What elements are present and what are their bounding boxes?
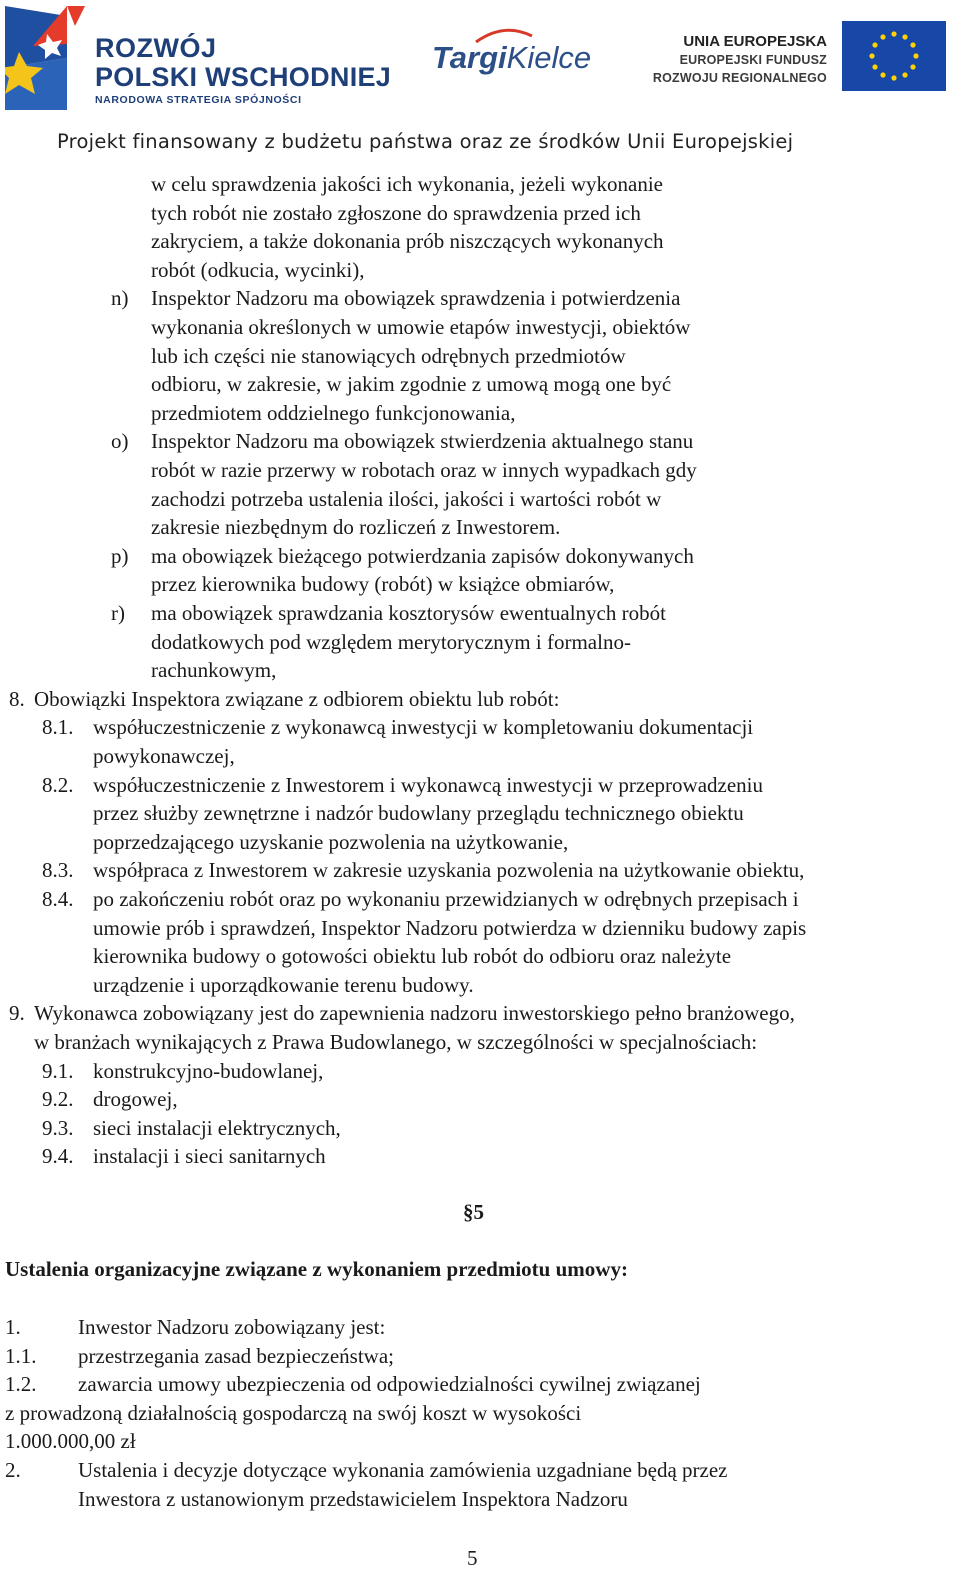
text-line: przez kierownika budowy (robót) w książce obmiarów, (151, 572, 615, 597)
page-number: 5 (467, 1546, 478, 1570)
text-line: zakresie niezbędnym do rozliczeń z Inwestorem. (151, 515, 561, 540)
text-line: robót (odkucia, wycinki), (151, 257, 365, 282)
text-line: ma obowiązek bieżącego potwierdzania zapisów dokonywanych (151, 543, 694, 568)
list-marker: 9.3. (42, 1115, 74, 1140)
star-arrows-logo-icon (5, 6, 85, 110)
text-line: przez służby zewnętrzne i nadzór budowlany przeglądu technicznego obiektu (93, 801, 744, 826)
text-line: poprzedzającego uzyskanie pozwolenia na użytkowanie, (93, 829, 569, 854)
eu-line2: EUROPEJSKI FUNDUSZ (679, 53, 827, 67)
list-marker: 1.2. (5, 1372, 37, 1397)
text-line: ma obowiązek sprawdzania kosztorysów ewentualnych robót (151, 601, 666, 625)
list-marker: 8.1. (42, 715, 74, 740)
text-line: kierownika budowy o gotowości obiektu lub robót do odbioru oraz należyte (93, 944, 732, 969)
text-line: rachunkowym, (151, 658, 277, 683)
rpw-logo-text (95, 34, 391, 108)
list-marker: n) (111, 286, 129, 311)
text-line: tych robót nie zostało zgłoszone do sprawdzenia przed ich (151, 200, 641, 225)
text-line: współpraca z Inwestorem w zakresie uzyskania pozwolenia na użytkowanie obiektu, (93, 858, 805, 883)
list-marker: 8.4. (42, 887, 74, 911)
targi-kielce-logo (432, 40, 591, 76)
text-line: Inspektor Nadzoru ma obowiązek sprawdzenia i potwierdzenia (151, 286, 681, 311)
list-marker: 2. (5, 1458, 21, 1482)
eu-line1: UNIA EUROPEJSKA (683, 33, 827, 50)
text-line: powykonawczej, (93, 744, 235, 768)
text-line: zachodzi potrzeba ustalenia ilości, jakości i wartości robót w (151, 486, 662, 511)
text-line: wykonania określonych w umowie etapów inwestycji, obiektów (151, 315, 691, 339)
list-marker: 8.2. (42, 772, 74, 797)
list-marker: 1. (5, 1315, 21, 1339)
text-line: Inwestora z ustanowionym przedstawicielem Inspektora Nadzoru (78, 1486, 628, 1511)
text-line: w celu sprawdzenia jakości ich wykonania, jeżeli wykonanie (151, 172, 663, 196)
text-line: przedmiotem oddzielnego funkcjonowania, (151, 400, 516, 425)
text-line: sieci instalacji elektrycznych, (93, 1115, 341, 1140)
text-line: drogowej, (93, 1087, 178, 1112)
text-line: urządzenie i uporządkowanie terenu budowy. (93, 972, 474, 997)
kielce-word: Kielce (506, 40, 592, 75)
eu-logo-text (645, 32, 827, 87)
text-line: instalacji i sieci sanitarnych (93, 1144, 326, 1169)
text-line: po zakończeniu robót oraz po wykonaniu przewidzianych w odrębnych przepisach i (93, 887, 799, 911)
text-line: zakryciem, a także dokonania prób niszczących wykonanych (151, 229, 664, 254)
text-line: w branżach wynikających z Prawa Budowlanego, w szczególności w specjalnościach: (34, 1030, 758, 1054)
text-line: konstrukcyjno-budowlanej, (93, 1058, 324, 1083)
rpw-line1: ROZWÓJ (95, 33, 217, 63)
list-marker: 8.3. (42, 858, 74, 883)
targi-word: Targi (432, 40, 507, 75)
section-heading: §5 (463, 1200, 484, 1224)
text-line: lub ich części nie stanowiących odrębnych przedmiotów (151, 343, 626, 368)
list-marker: 8. (9, 686, 25, 711)
text-line: zawarcia umowy ubezpieczenia od odpowiedzialności cywilnej związanej (78, 1372, 701, 1397)
rpw-line2: POLSKI WSCHODNIEJ (95, 62, 392, 92)
text-line: Wykonawca zobowiązany jest do zapewnienia nadzoru inwestorskiego pełno branżowego, (34, 1001, 795, 1026)
text-line: z prowadzoną działalnością gospodarczą na swój koszt w wysokości (5, 1400, 582, 1425)
list-marker: o) (111, 429, 129, 454)
text-line: przestrzegania zasad bezpieczeństwa; (78, 1343, 394, 1368)
list-marker: 9. (9, 1001, 25, 1026)
list-marker: p) (111, 543, 129, 568)
funding-banner: Projekt finansowany z budżetu państwa oraz ze środków Unii Europejskiej (57, 130, 794, 153)
text-line: umowie prób i sprawdzeń, Inspektor Nadzoru potwierdza w dzienniku budowy zapis (93, 915, 807, 940)
text-line: dodatkowych pod względem merytorycznym i formalno- (151, 629, 631, 654)
text-line: Inspektor Nadzoru ma obowiązek stwierdzenia aktualnego stanu (151, 429, 694, 454)
text-line: odbioru, w zakresie, w jakim zgodnie z umową mogą one być (151, 372, 672, 397)
list-marker: r) (111, 601, 125, 625)
list-marker: 9.4. (42, 1144, 74, 1169)
text-line: współuczestniczenie z Inwestorem i wykonawcą inwestycji w przeprowadzeniu (93, 772, 764, 797)
text-line: współuczestniczenie z wykonawcą inwestycji w kompletowaniu dokumentacji (93, 715, 754, 740)
text-line: Ustalenia i decyzje dotyczące wykonania zamówienia uzgadniane będą przez (78, 1458, 728, 1482)
text-line: Inwestor Nadzoru zobowiązany jest: (78, 1315, 386, 1339)
eu-flag-icon (842, 21, 946, 91)
list-marker: 9.1. (42, 1058, 74, 1083)
list-marker: 9.2. (42, 1087, 74, 1112)
text-line: Obowiązki Inspektora związane z odbiorem obiektu lub robót: (34, 686, 560, 711)
text-line: 1.000.000,00 zł (5, 1429, 136, 1454)
section-title: Ustalenia organizacyjne związane z wykonaniem przedmiotu umowy: (5, 1257, 628, 1281)
rpw-line3: NARODOWA STRATEGIA SPÓJNOŚCI (95, 94, 302, 106)
eu-line3: ROZWOJU REGIONALNEGO (652, 71, 827, 85)
text-line: robót w razie przerwy w robotach oraz w innych wypadkach gdy (151, 458, 697, 482)
list-marker: 1.1. (5, 1343, 37, 1368)
